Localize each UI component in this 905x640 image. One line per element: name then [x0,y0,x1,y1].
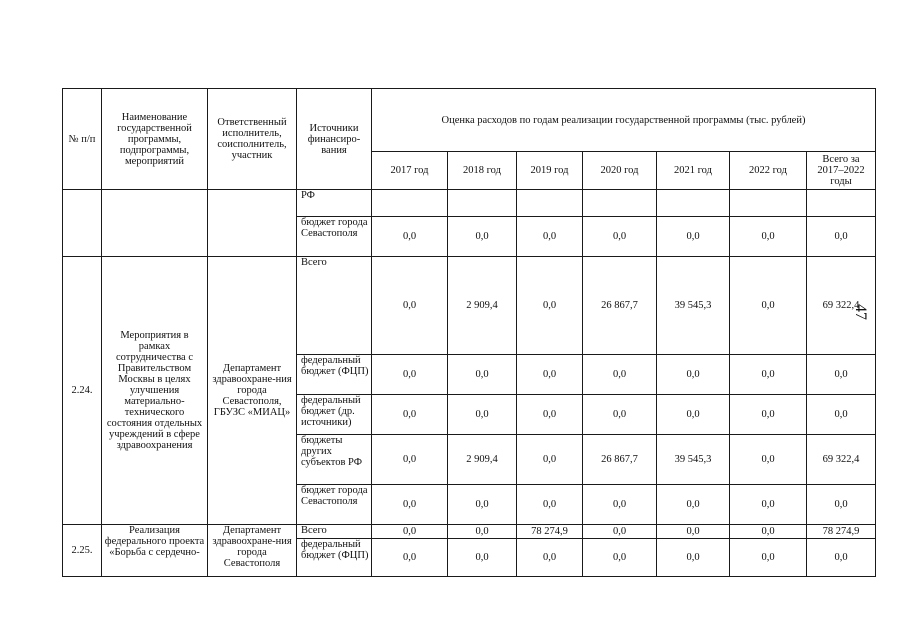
value-cell: 0,0 [730,355,807,395]
value-cell: 0,0 [517,435,583,485]
value-cell [448,190,517,217]
row-number [63,190,102,257]
budget-table [62,88,876,577]
source-cell: федеральный бюджет (др. источники) [297,395,372,435]
value-cell: 0,0 [730,485,807,525]
source-cell: бюджет города Севастополя [297,217,372,257]
value-cell: 0,0 [730,525,807,539]
value-cell: 0,0 [372,257,448,355]
header-estimate: Оценка расходов по годам реализации государственной программы (тыс. рублей) [372,89,876,152]
value-cell: 0,0 [807,217,876,257]
value-cell: 0,0 [730,435,807,485]
row-number: 2.24. [63,257,102,525]
program-name [102,190,208,257]
value-cell: 0,0 [807,355,876,395]
value-cell: 0,0 [448,525,517,539]
value-cell: 0,0 [807,485,876,525]
value-cell: 0,0 [372,485,448,525]
table-row [63,525,876,539]
program-name: Мероприятия в рамках сотрудничества с Правительством Москвы в целях улучшения материально-технического состояния отдельных учреждений в сфере здравоохранения [102,257,208,525]
value-cell: 0,0 [807,539,876,577]
value-cell: 0,0 [807,395,876,435]
value-cell: 0,0 [517,355,583,395]
header-year: 2019 год [517,152,583,190]
value-cell: 0,0 [730,217,807,257]
value-cell [372,190,448,217]
value-cell [807,190,876,217]
value-cell: 0,0 [517,395,583,435]
value-cell: 0,0 [657,485,730,525]
source-cell: Всего [297,257,372,355]
value-cell: 0,0 [448,395,517,435]
header-year: 2018 год [448,152,517,190]
responsible-cell [208,190,297,257]
value-cell: 0,0 [372,525,448,539]
value-cell: 26 867,7 [583,435,657,485]
responsible-cell: Департамент здравоохране-ния города Севастополя [208,525,297,577]
value-cell: 0,0 [372,435,448,485]
value-cell: 78 274,9 [807,525,876,539]
value-cell: 0,0 [657,355,730,395]
source-cell: бюджеты других субъектов РФ [297,435,372,485]
value-cell: 0,0 [730,539,807,577]
value-cell: 0,0 [448,355,517,395]
value-cell [730,190,807,217]
header-year: 2022 год [730,152,807,190]
value-cell [517,190,583,217]
value-cell: 0,0 [372,217,448,257]
value-cell: 0,0 [517,539,583,577]
header-num: № п/п [63,89,102,190]
source-cell: РФ [297,190,372,217]
value-cell: 2 909,4 [448,257,517,355]
source-cell: федеральный бюджет (ФЦП) [297,539,372,577]
page-number: 47 [852,304,869,320]
value-cell: 0,0 [657,217,730,257]
value-cell: 0,0 [730,257,807,355]
value-cell: 69 322,4 [807,257,876,355]
source-cell: бюджет города Севастополя [297,485,372,525]
value-cell [583,190,657,217]
value-cell: 0,0 [517,485,583,525]
source-cell: федеральный бюджет (ФЦП) [297,355,372,395]
value-cell: 39 545,3 [657,257,730,355]
value-cell: 0,0 [583,217,657,257]
value-cell: 0,0 [583,355,657,395]
value-cell: 0,0 [583,395,657,435]
header-year-total: Всего за 2017–2022 годы [807,152,876,190]
row-number: 2.25. [63,525,102,577]
value-cell: 0,0 [372,355,448,395]
value-cell: 0,0 [657,539,730,577]
value-cell: 0,0 [657,525,730,539]
value-cell: 26 867,7 [583,257,657,355]
header-year: 2017 год [372,152,448,190]
value-cell: 0,0 [583,525,657,539]
table-row [63,257,876,355]
value-cell: 0,0 [448,539,517,577]
value-cell: 0,0 [730,395,807,435]
value-cell: 0,0 [448,217,517,257]
value-cell: 78 274,9 [517,525,583,539]
value-cell [657,190,730,217]
value-cell: 0,0 [657,395,730,435]
value-cell: 39 545,3 [657,435,730,485]
value-cell: 0,0 [372,395,448,435]
header-year: 2020 год [583,152,657,190]
value-cell: 0,0 [517,257,583,355]
header-year: 2021 год [657,152,730,190]
header-responsible: Ответственный исполнитель, соисполнитель, участник [208,89,297,190]
program-name: Реализация федерального проекта «Борьба с сердечно- [102,525,208,577]
value-cell: 0,0 [583,485,657,525]
header-sources: Источники финансиро-вания [297,89,372,190]
responsible-cell: Департамент здравоохране-ния города Севастополя, ГБУЗС «МИАЦ» [208,257,297,525]
value-cell: 69 322,4 [807,435,876,485]
value-cell: 0,0 [448,485,517,525]
value-cell: 2 909,4 [448,435,517,485]
value-cell: 0,0 [583,539,657,577]
value-cell: 0,0 [372,539,448,577]
header-name: Наименование государственной программы, подпрограммы, мероприятий [102,89,208,190]
table-row [63,190,876,217]
source-cell: Всего [297,525,372,539]
value-cell: 0,0 [517,217,583,257]
